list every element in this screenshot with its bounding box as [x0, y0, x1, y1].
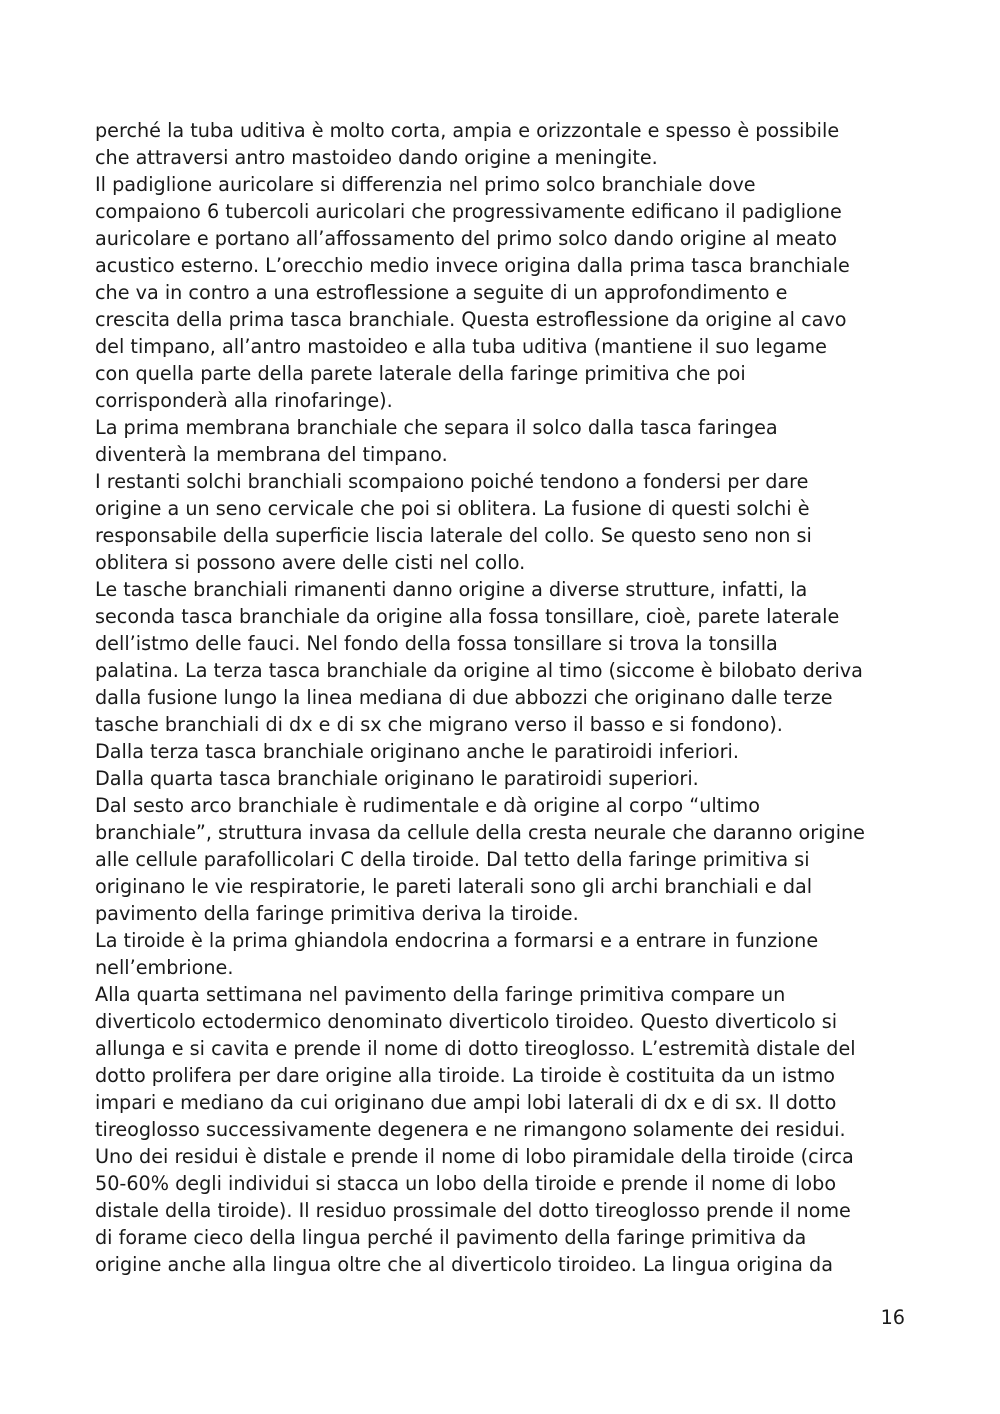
text-line: Dal sesto arco branchiale è rudimentale e dà origine al corpo “ultimo — [95, 794, 760, 817]
text-line: Il padiglione auricolare si differenzia nel primo solco branchiale dove — [95, 173, 756, 196]
text-line: dell’istmo delle fauci. Nel fondo della fossa tonsillare si trova la tonsilla — [95, 632, 778, 655]
text-line: acustico esterno. L’orecchio medio invece origina dalla prima tasca branchiale — [95, 254, 850, 277]
text-line: che va in contro a una estroflessione a seguite di un approfondimento e — [95, 281, 788, 304]
text-line: diverticolo ectodermico denominato diverticolo tiroideo. Questo diverticolo si — [95, 1010, 838, 1033]
text-line: perché la tuba uditiva è molto corta, ampia e orizzontale e spesso è possibile — [95, 119, 840, 142]
text-line: crescita della prima tasca branchiale. Questa estroflessione da origine al cavo — [95, 308, 847, 331]
text-line: diventerà la membrana del timpano. — [95, 443, 448, 466]
text-line: del timpano, all’antro mastoideo e alla tuba uditiva (mantiene il suo legame — [95, 335, 827, 358]
text-line: allunga e si cavita e prende il nome di dotto tireoglosso. L’estremità distale del — [95, 1037, 856, 1060]
text-line: Uno dei residui è distale e prende il nome di lobo piramidale della tiroide (circa — [95, 1145, 854, 1168]
page-number: 16 — [880, 1306, 905, 1329]
text-line: origine a un seno cervicale che poi si oblitera. La fusione di questi solchi è — [95, 497, 810, 520]
body-text — [95, 117, 910, 1278]
text-line: impari e mediano da cui originano due ampi lobi laterali di dx e di sx. Il dotto — [95, 1091, 837, 1114]
text-line: branchiale”, struttura invasa da cellule della cresta neurale che daranno origine — [95, 821, 865, 844]
text-line: 50-60% degli individui si stacca un lobo della tiroide e prende il nome di lobo — [95, 1172, 837, 1195]
text-line: palatina. La terza tasca branchiale da origine al timo (siccome è bilobato deriva — [95, 659, 863, 682]
text-line: nell’embrione. — [95, 956, 234, 979]
text-line: Dalla quarta tasca branchiale originano le paratiroidi superiori. — [95, 767, 699, 790]
text-line: La tiroide è la prima ghiandola endocrina a formarsi e a entrare in funzione — [95, 929, 819, 952]
text-line: alle cellule parafollicolari C della tiroide. Dal tetto della faringe primitiva si — [95, 848, 810, 871]
text-line: responsabile della superficie liscia laterale del collo. Se questo seno non si — [95, 524, 812, 547]
text-line: Dalla terza tasca branchiale originano anche le paratiroidi inferiori. — [95, 740, 739, 763]
text-line: di forame cieco della lingua perché il pavimento della faringe primitiva da — [95, 1226, 807, 1249]
text-line: oblitera si possono avere delle cisti nel collo. — [95, 551, 526, 574]
text-line: che attraversi antro mastoideo dando origine a meningite. — [95, 146, 658, 169]
text-line: Le tasche branchiali rimanenti danno origine a diverse strutture, infatti, la — [95, 578, 808, 601]
text-line: corrisponderà alla rinofaringe). — [95, 389, 393, 412]
text-line: compaiono 6 tubercoli auricolari che progressivamente edificano il padiglione — [95, 200, 842, 223]
text-line: seconda tasca branchiale da origine alla fossa tonsillare, cioè, parete laterale — [95, 605, 840, 628]
text-line: origine anche alla lingua oltre che al diverticolo tiroideo. La lingua origina da — [95, 1253, 833, 1276]
text-line: dotto prolifera per dare origine alla tiroide. La tiroide è costituita da un istmo — [95, 1064, 836, 1087]
text-line: auricolare e portano all’affossamento del primo solco dando origine al meato — [95, 227, 838, 250]
text-line: Alla quarta settimana nel pavimento della faringe primitiva compare un — [95, 983, 786, 1006]
text-line: tireoglosso successivamente degenera e ne rimangono solamente dei residui. — [95, 1118, 846, 1141]
text-line: con quella parte della parete laterale della faringe primitiva che poi — [95, 362, 746, 385]
text-line: tasche branchiali di dx e di sx che migrano verso il basso e si fondono). — [95, 713, 783, 736]
text-line: distale della tiroide). Il residuo prossimale del dotto tireoglosso prende il nome — [95, 1199, 851, 1222]
text-line: La prima membrana branchiale che separa il solco dalla tasca faringea — [95, 416, 778, 439]
text-line: originano le vie respiratorie, le pareti laterali sono gli archi branchiali e dal — [95, 875, 813, 898]
text-line: I restanti solchi branchiali scompaiono poiché tendono a fondersi per dare — [95, 470, 809, 493]
text-line: dalla fusione lungo la linea mediana di due abbozzi che originano dalle terze — [95, 686, 833, 709]
text-line: pavimento della faringe primitiva deriva la tiroide. — [95, 902, 579, 925]
